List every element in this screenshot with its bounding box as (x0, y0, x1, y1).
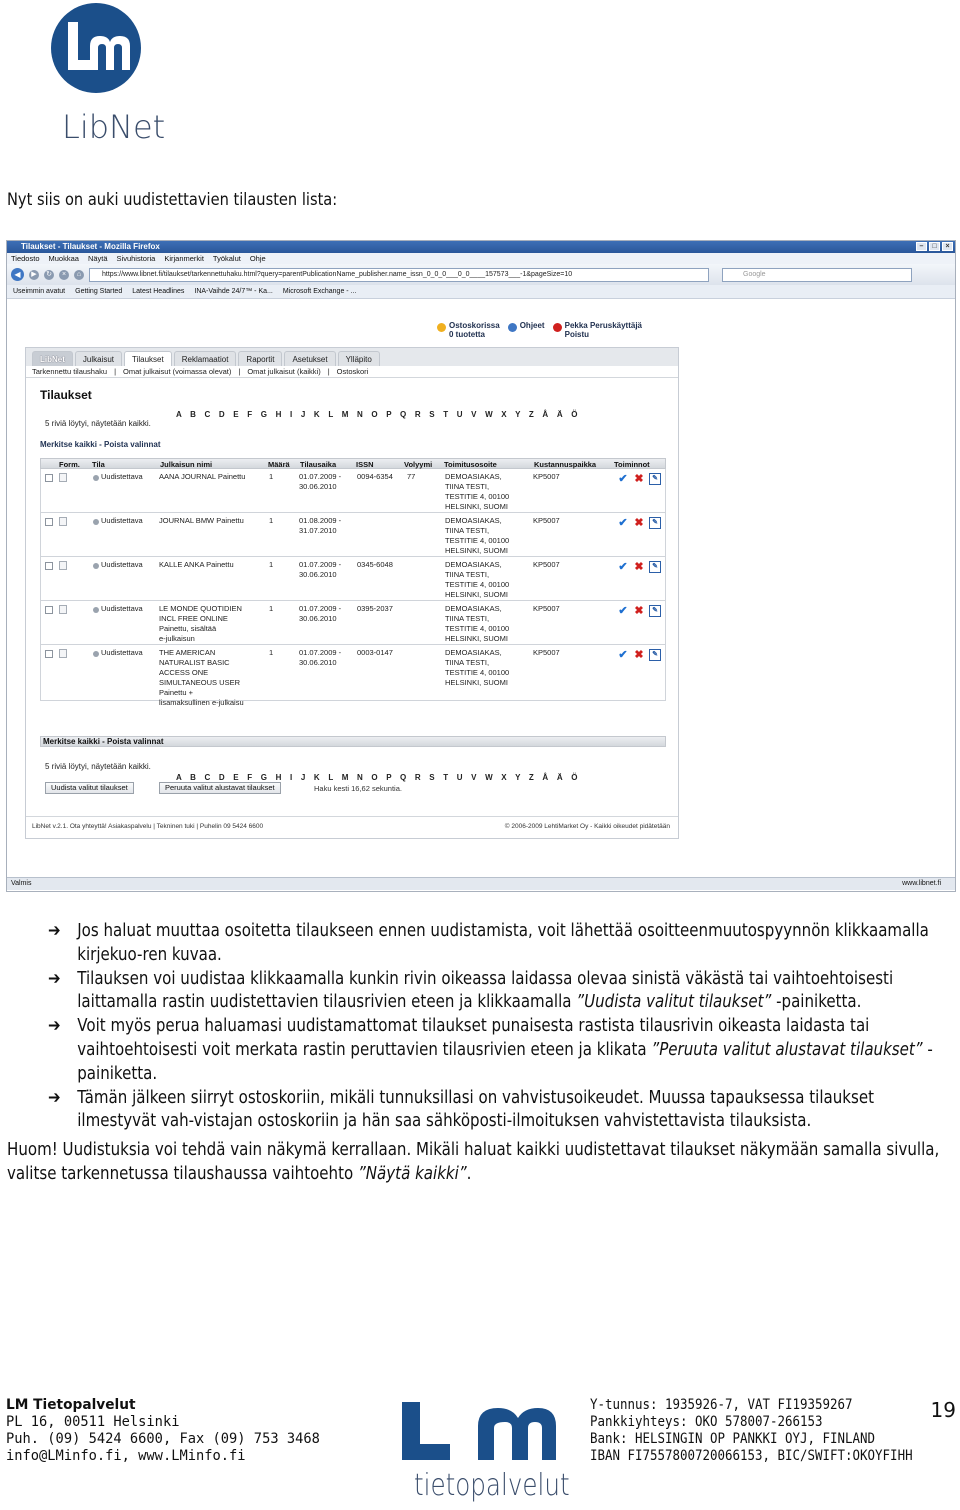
result-count-top: 5 riviä löytyi, näytetään kaikki. (45, 419, 151, 428)
help-link[interactable] (508, 321, 545, 339)
cart-icon (437, 323, 446, 332)
arrow-bullet-icon: ➔ (48, 921, 61, 941)
tab-raportit[interactable]: Raportit (238, 351, 282, 366)
menu-item[interactable]: Työkalut (212, 254, 241, 263)
row-period (299, 472, 341, 492)
row-address (445, 604, 509, 644)
cancel-selected-button[interactable]: Peruuta valitut alustavat tilaukset (159, 782, 281, 794)
sub-navigation: Tarkennettu tilaushaku | Omat julkaisut (voimassa olevat) | Omat julkaisut (kaikki) | Ostoskori (26, 366, 678, 378)
logout-link[interactable] (553, 321, 642, 339)
cancel-x-icon[interactable]: ✖ (634, 605, 644, 617)
row-period-line: 01.07.2009 - (299, 604, 342, 613)
footer-company-info (6, 1397, 320, 1465)
subnav-item[interactable]: Tarkennettu tilaushaku (32, 367, 108, 376)
tab-yllapito[interactable]: Ylläpito (338, 351, 380, 366)
select-all-link-top[interactable]: Merkitse kaikki - Poista valinnat (40, 440, 161, 449)
row-address-line: TIINA TESTI, (445, 570, 490, 579)
renew-check-icon[interactable]: ✔ (618, 649, 628, 661)
tab-reklamaatiot[interactable]: Reklamaatiot (174, 351, 237, 366)
instruction-emphasis: ”Uudista valitut tilaukset” (576, 992, 772, 1013)
row-quantity: 1 (269, 472, 274, 481)
row-cost-center: KP5007 (533, 516, 560, 525)
edit-address-icon[interactable]: ✎ (649, 649, 661, 661)
row-address-line: TESTITIE 4, 00100 (445, 536, 510, 545)
help-icon (508, 323, 517, 332)
cancel-x-icon[interactable]: ✖ (634, 561, 644, 573)
status-dot-icon (93, 651, 99, 657)
col-header[interactable]: Tila (92, 460, 105, 469)
table-row (40, 645, 666, 707)
forward-icon[interactable]: ▶ (29, 270, 39, 280)
table-body (40, 469, 666, 707)
row-title-line: LE MONDE QUOTIDIEN (159, 604, 242, 613)
cancel-x-icon[interactable]: ✖ (634, 517, 644, 529)
row-cost-center: KP5007 (533, 604, 560, 613)
row-address-line: HELSINKI, SUOMI (445, 634, 508, 643)
status-dot-icon (93, 475, 99, 481)
row-address-line: DEMOASIAKAS, (445, 648, 502, 657)
row-issn: 0345-6048 (357, 560, 393, 569)
tab-asetukset[interactable]: Asetukset (284, 351, 335, 366)
row-title-line: Painettu + (159, 688, 193, 697)
company-phone: Puh. (09) 5424 6600, Fax (09) 753 3468 (6, 1431, 320, 1447)
alphabet-filter-top[interactable]: A B C D E F G H I J K L M N O P Q R S T U V W X Y Z Å Ä Ö (176, 410, 581, 419)
page-number: 19 (930, 1398, 956, 1422)
instruction-text-end: -painiketta. (77, 1039, 933, 1084)
menu-item[interactable]: Sivuhistoria (116, 254, 156, 263)
home-icon[interactable]: ⌂ (74, 270, 84, 280)
table-row (40, 469, 666, 513)
col-header[interactable]: Kustannuspaikka (534, 460, 597, 469)
note-end: . (466, 1164, 472, 1184)
table-header (40, 458, 666, 469)
browser-content (7, 299, 955, 877)
col-header[interactable]: Volyymi (404, 460, 433, 469)
instruction-text: Tilauksen voi uudistaa klikkaamalla kunkin rivin oikeassa laidassa olevaa sinistä väkästä tai vaihtoehtoisesti laittamalla rastin uudistettavien tilausrivien eteen ja klikkaamalla (77, 968, 894, 1013)
note-paragraph (7, 1138, 944, 1186)
row-title-line: NATURALIST BASIC (159, 658, 230, 667)
alphabet-filter-bottom[interactable]: A B C D E F G H I J K L M N O P Q R S T U V W X Y Z Å Ä Ö (176, 773, 581, 782)
back-icon[interactable]: ◀ (11, 268, 24, 281)
lm-logo-text: tietopalvelut (414, 1468, 570, 1503)
app-copyright: © 2006-2009 LehtiMarket Oy - Kaikki oikeudet pidätetään (504, 823, 670, 830)
arrow-bullet-icon: ➔ (48, 1087, 61, 1108)
close-icon[interactable]: × (942, 242, 953, 251)
company-name: LM Tietopalvelut (6, 1397, 136, 1413)
maximize-icon[interactable]: □ (929, 242, 940, 251)
tab-libnet-logo[interactable]: LibNet (32, 351, 73, 366)
renew-selected-button[interactable]: Uudista valitut tilaukset (45, 782, 134, 794)
renew-check-icon[interactable]: ✔ (618, 561, 628, 573)
row-address (445, 472, 509, 512)
row-period (299, 516, 341, 536)
minimize-icon[interactable]: – (916, 242, 927, 251)
row-title[interactable] (159, 516, 244, 526)
tab-julkaisut[interactable]: Julkaisut (75, 351, 122, 366)
subnav-item[interactable]: Ostoskori (336, 367, 369, 376)
bookmark-item[interactable]: Getting Started (75, 288, 123, 295)
app-footer-links[interactable]: LibNet v.2.1. Ota yhteyttä! Asiakaspalvelu | Tekninen tuki | Puhelin 09 5424 6600 (32, 823, 264, 830)
app-footer (26, 816, 678, 838)
help-label: Ohjeet (519, 321, 545, 330)
browser-navbar (7, 264, 955, 285)
edit-address-icon[interactable]: ✎ (649, 517, 661, 529)
row-quantity: 1 (269, 516, 274, 525)
row-address-line: DEMOASIAKAS, (445, 560, 502, 569)
cart-count: 0 tuotetta (449, 330, 485, 339)
row-issn: 0003-0147 (357, 648, 393, 657)
row-cost-center: KP5007 (533, 648, 560, 657)
page-title: Tilaukset (40, 388, 92, 402)
bookmark-item[interactable]: Microsoft Exchange - ... (282, 288, 357, 295)
col-header[interactable]: Tilausaika (300, 460, 337, 469)
browser-menubar (7, 253, 955, 264)
row-actions (617, 605, 661, 617)
status-domain: www.libnet.fi (902, 880, 941, 887)
row-period-line: 01.07.2009 - (299, 560, 342, 569)
lm-logo-mark (400, 1398, 560, 1464)
row-cost-center: KP5007 (533, 560, 560, 569)
menu-item[interactable]: Muokkaa (48, 254, 79, 263)
renew-check-icon[interactable]: ✔ (618, 517, 628, 529)
row-address-line: TIINA TESTI, (445, 658, 490, 667)
note-text: Uudistuksia voi tehdä vain näkymä kerrallaan. Mikäli haluat kaikki uudistettavat tilaukset näkymään samalla sivulla, valitse tarkennetussa tilaushaussa vaihtoehto (7, 1140, 940, 1184)
row-cost-center: KP5007 (533, 472, 560, 481)
table-row (40, 513, 666, 557)
edit-address-icon[interactable]: ✎ (649, 473, 661, 485)
subnav-item[interactable]: Omat julkaisut (kaikki) (247, 367, 321, 376)
tab-tilaukset[interactable]: Tilaukset (124, 351, 172, 366)
result-count-bottom: 5 riviä löytyi, näytetään kaikki. (45, 762, 151, 771)
row-issn: 0395-2037 (357, 604, 393, 613)
row-title-line: lisamaksullinen e-julkaisu (159, 698, 244, 707)
cancel-x-icon[interactable]: ✖ (634, 649, 644, 661)
row-quantity: 1 (269, 604, 274, 613)
row-title-line: JOURNAL BMW Painettu (159, 516, 244, 525)
bookmarks-bar (7, 285, 955, 299)
menu-item[interactable]: Kirjanmerkit (164, 254, 204, 263)
edit-address-icon[interactable]: ✎ (649, 605, 661, 617)
row-status: Uudistettava (101, 472, 143, 481)
logout-label: Poistu (564, 330, 590, 339)
row-period (299, 604, 341, 624)
col-header[interactable]: Toiminnot (614, 460, 650, 469)
cart-link[interactable] (437, 321, 500, 339)
row-address-line: TESTITIE 4, 00100 (445, 668, 510, 677)
envelope-icon[interactable] (59, 605, 67, 614)
row-checkbox[interactable] (45, 562, 53, 570)
instruction-item (48, 968, 952, 1016)
libnet-logo-text: LibNet (62, 108, 166, 146)
note-lead: Huom! (7, 1140, 58, 1160)
row-address-line: TIINA TESTI, (445, 482, 490, 491)
status-dot-icon (93, 519, 99, 525)
menu-item[interactable]: Ohje (249, 254, 266, 263)
row-quantity: 1 (269, 560, 274, 569)
address-bar[interactable]: https://www.libnet.fi/tilaukset/tarkennettuhaku.html?query=parentPublicationName_publisher.name_issn_0_0_0___0_0____157573___-1&pageSize=10 (89, 268, 709, 282)
row-address-line: HELSINKI, SUOMI (445, 546, 508, 555)
logout-icon (553, 323, 562, 332)
row-address-line: TESTITIE 4, 00100 (445, 624, 510, 633)
row-address (445, 560, 509, 600)
row-period (299, 560, 341, 580)
cancel-x-icon[interactable]: ✖ (634, 473, 644, 485)
row-period-line: 30.06.2010 (299, 614, 337, 623)
row-title-line: THE AMERICAN (159, 648, 216, 657)
instruction-text: Tämän jälkeen siirryt ostoskoriin, mikäli tunnuksillasi on vahvistusoikeudet. Muussa tapauksessa tilaukset ilmestyvät vah-vistajan ostoskoriin ja hän saa sähköposti-ilmoituksen vahvistettavista tilauksista. (77, 1087, 875, 1132)
envelope-icon[interactable] (59, 517, 67, 526)
menu-item[interactable]: Tiedosto (11, 254, 40, 263)
row-period-line: 31.07.2010 (299, 526, 337, 535)
row-address (445, 648, 509, 688)
row-period-line: 01.08.2009 - (299, 516, 342, 525)
edit-address-icon[interactable]: ✎ (649, 561, 661, 573)
window-title: Tilaukset - Tilaukset - Mozilla Firefox (21, 242, 160, 251)
status-dot-icon (93, 607, 99, 613)
row-checkbox[interactable] (45, 650, 53, 658)
orders-table (40, 458, 666, 707)
row-address-line: HELSINKI, SUOMI (445, 502, 508, 511)
table-row (40, 601, 666, 645)
instruction-text-end: -painiketta. (771, 992, 862, 1013)
browser-titlebar (7, 241, 955, 253)
row-status: Uudistettava (101, 648, 143, 657)
row-address-line: TIINA TESTI, (445, 614, 490, 623)
row-title-line: KALLE ANKA Painettu (159, 560, 234, 569)
row-address-line: DEMOASIAKAS, (445, 604, 502, 613)
reload-icon[interactable]: ↻ (44, 270, 54, 280)
bookmark-item[interactable]: Useimmin avatut (13, 288, 66, 295)
row-address-line: DEMOASIAKAS, (445, 516, 502, 525)
user-name: Pekka Peruskäyttäjä (564, 321, 642, 330)
renew-check-icon[interactable]: ✔ (618, 605, 628, 617)
user-bar (437, 321, 642, 339)
row-title[interactable] (159, 472, 245, 482)
row-title-line: AANA JOURNAL Painettu (159, 472, 246, 481)
intro-text: Nyt siis on auki uudistettavien tilausten lista: (7, 190, 338, 210)
row-status: Uudistettava (101, 604, 143, 613)
browser-statusbar (7, 877, 955, 890)
table-row (40, 557, 666, 601)
row-status: Uudistettava (101, 516, 143, 525)
row-title-line: SIMULTANEOUS USER (159, 678, 240, 687)
libnet-logo-mark (50, 2, 142, 94)
instruction-emphasis: ”Peruuta valitut alustavat tilaukset” (651, 1039, 923, 1060)
row-quantity: 1 (269, 648, 274, 657)
arrow-bullet-icon: ➔ (48, 1016, 61, 1037)
row-address-line: TIINA TESTI, (445, 526, 490, 535)
row-period-line: 30.06.2010 (299, 482, 337, 491)
col-header[interactable]: Julkaisun nimi (160, 460, 213, 469)
libnet-logo (50, 2, 166, 147)
row-actions (617, 561, 661, 573)
row-address (445, 516, 509, 556)
row-address-line: HELSINKI, SUOMI (445, 678, 508, 687)
col-header[interactable]: Form. (59, 460, 80, 469)
status-text: Valmis (11, 880, 32, 887)
search-timing: Haku kesti 16,62 sekuntia. (314, 784, 402, 793)
note-emphasis: ”Näytä kaikki” (358, 1164, 467, 1184)
row-title[interactable] (159, 560, 234, 570)
row-period-line: 01.07.2009 - (299, 472, 342, 481)
row-actions (617, 473, 661, 485)
row-title-line: e-julkaisun (159, 634, 195, 643)
company-contact: info@LMinfo.fi, www.LMinfo.fi (6, 1448, 246, 1464)
row-period (299, 648, 341, 668)
row-address-line: TESTITIE 4, 00100 (445, 580, 510, 589)
instruction-list (48, 920, 954, 1134)
col-header[interactable]: Määrä (268, 460, 290, 469)
main-tabs (26, 348, 678, 366)
cart-label: Ostoskorissa (449, 321, 500, 330)
envelope-icon[interactable] (59, 473, 67, 482)
row-status: Uudistettava (101, 560, 143, 569)
company-address: PL 16, 00511 Helsinki (6, 1414, 180, 1430)
row-checkbox[interactable] (45, 606, 53, 614)
row-checkbox[interactable] (45, 518, 53, 526)
col-header[interactable]: Toimitusosoite (444, 460, 497, 469)
row-title-line: ACCESS ONE (159, 668, 209, 677)
renew-check-icon[interactable]: ✔ (618, 473, 628, 485)
row-title[interactable] (159, 604, 242, 644)
stop-icon[interactable]: × (59, 270, 69, 280)
bookmark-item[interactable]: INA-Vaihde 24/7™ - Ka... (194, 288, 273, 295)
row-volume: 77 (407, 472, 416, 481)
envelope-icon[interactable] (59, 561, 67, 570)
search-input[interactable]: Google (722, 268, 912, 282)
row-title-line: INCL FREE ONLINE (159, 614, 228, 623)
arrow-bullet-icon: ➔ (48, 968, 61, 989)
instruction-item (48, 1087, 952, 1135)
subnav-item[interactable]: Omat julkaisut (voimassa olevat) (123, 367, 232, 376)
row-title[interactable] (159, 648, 244, 708)
row-period-line: 30.06.2010 (299, 658, 337, 667)
row-address-line: HELSINKI, SUOMI (445, 590, 508, 599)
bank-name: Bank: HELSINGIN OP PANKKI OYJ, FINLAND (590, 1431, 876, 1447)
row-address-line: DEMOASIAKAS, (445, 472, 502, 481)
bookmark-item[interactable]: Latest Headlines (132, 288, 185, 295)
row-address-line: TESTITIE 4, 00100 (445, 492, 510, 501)
row-checkbox[interactable] (45, 474, 53, 482)
envelope-icon[interactable] (59, 649, 67, 658)
col-header[interactable]: ISSN (356, 460, 374, 469)
libnet-app (25, 347, 679, 839)
lm-tietopalvelut-logo (400, 1398, 570, 1508)
instruction-text: Jos haluat muuttaa osoitetta tilaukseen ennen uudistamista, voit lähettää osoitteenmuutospyynnön klikkaamalla kirjekuo-ren kuvaa. (77, 921, 929, 965)
menu-item[interactable]: Näytä (87, 254, 108, 263)
row-title-line: Painettu, sisältää (159, 624, 217, 633)
bank-account: Pankkiyhteys: OKO 578007-266153 (590, 1414, 823, 1430)
select-all-link-bottom[interactable]: Merkitse kaikki - Poista valinnat (40, 736, 666, 747)
instruction-item (48, 920, 952, 968)
business-id: Y-tunnus: 1935926-7, VAT FI19359267 (590, 1397, 853, 1413)
browser-window (6, 240, 956, 892)
row-period-line: 01.07.2009 - (299, 648, 342, 657)
row-period-line: 30.06.2010 (299, 570, 337, 579)
row-issn: 0094-6354 (357, 472, 393, 481)
row-actions (617, 517, 661, 529)
instruction-item (48, 1015, 952, 1086)
footer-bank-info (590, 1397, 913, 1465)
instruction-text: Voit myös perua haluamasi uudistamattomat tilaukset punaisesta rastista tilausrivin oikeasta laidasta tai vaihtoehtoisesti voit merkata rastin peruttavien tilausrivien eteen ja klikata (77, 1016, 870, 1060)
status-dot-icon (93, 563, 99, 569)
row-actions (617, 649, 661, 661)
iban: IBAN FI7557800720066153, BIC/SWIFT:OKOYFIHH (590, 1448, 913, 1464)
